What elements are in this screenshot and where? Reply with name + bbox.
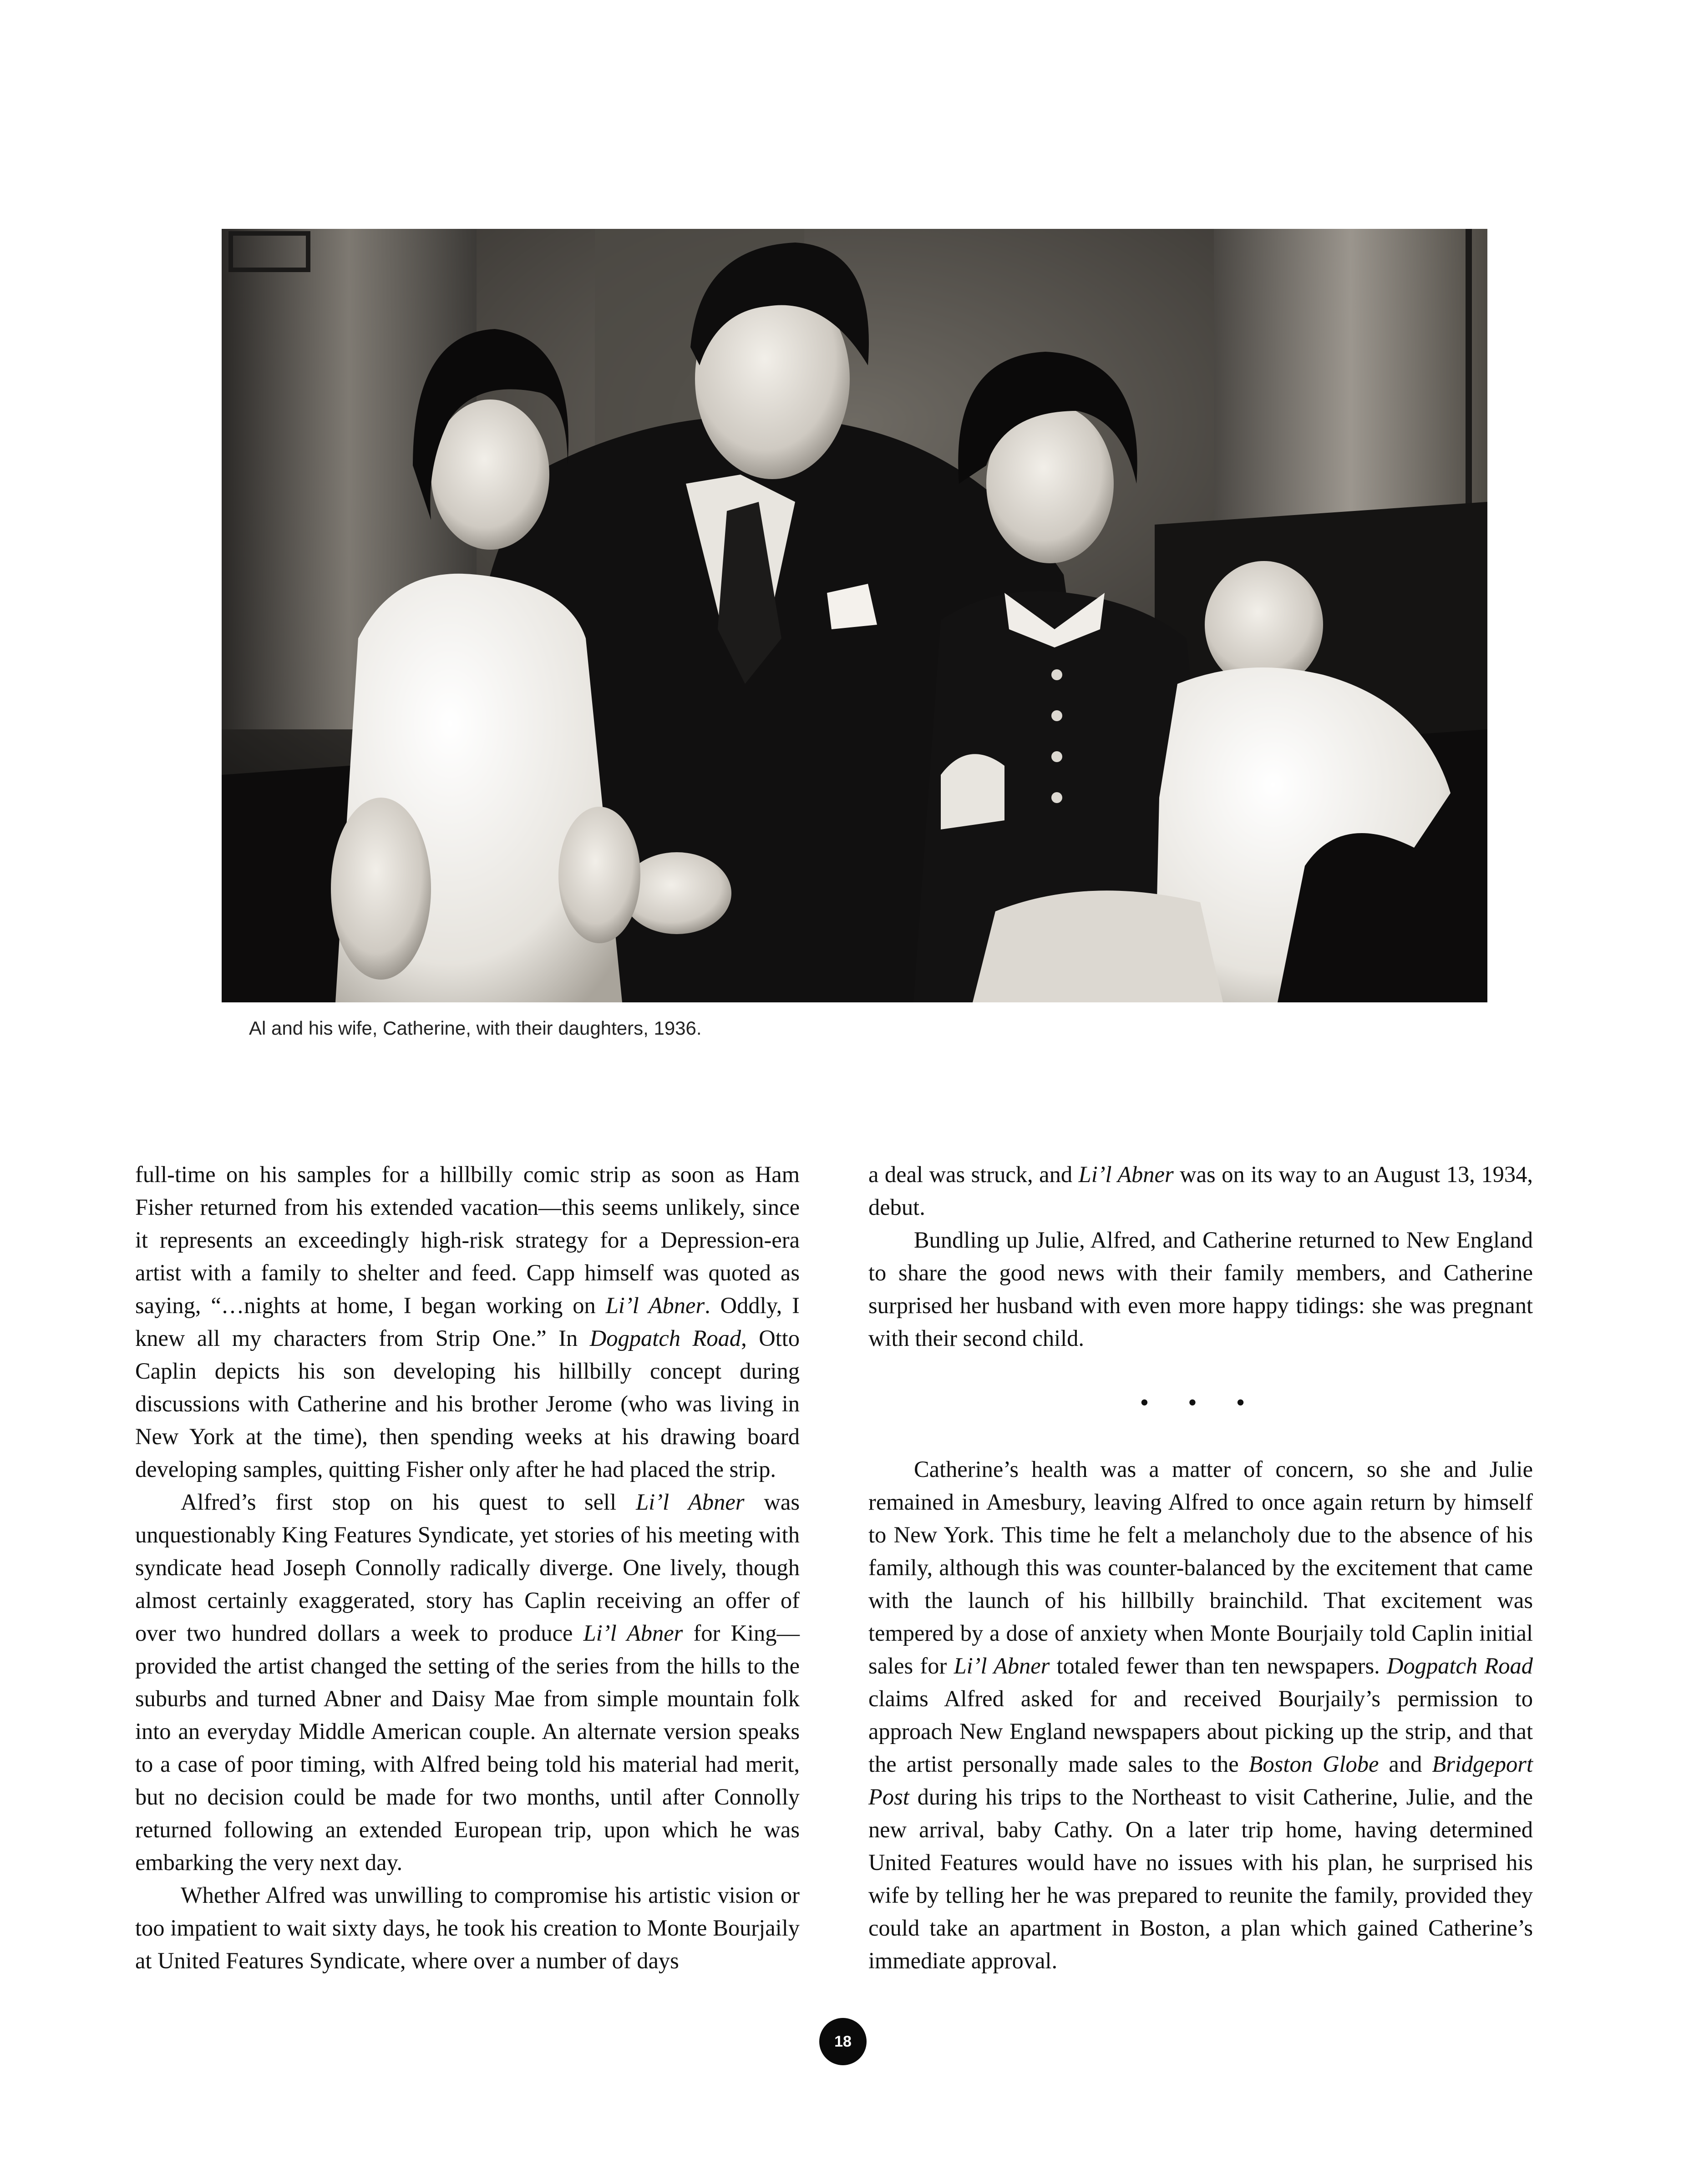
photo-caption: Al and his wife, Catherine, with their daughters, 1936. <box>249 1017 702 1039</box>
italic-title-run: Li’l Abner <box>583 1620 683 1646</box>
italic-title-run: Dogpatch Road <box>1386 1653 1533 1678</box>
text-run: . Oddly, I knew all my characters from Strip One.” In <box>135 1293 800 1351</box>
section-break-ornament: • • • <box>1140 1389 1262 1417</box>
page-number-badge: 18 <box>819 2018 867 2065</box>
text-run: was on its way to an August 13, 1934, debut. <box>868 1162 1533 1220</box>
paragraph <box>135 1486 800 1879</box>
paragraph <box>868 1453 1533 1977</box>
text-run: full-time on his samples for a hillbilly comic strip as soon as Ham Fisher returned from his extended vacation—this seems unlikely, since it represents an exceedingly high-risk strategy for a Depression-era artist with a family to shelter and feed. Capp himself was quoted as saying, “…nights at home, I began working on <box>135 1162 800 1318</box>
text-run: for King—provided the artist changed the setting of the series from the hills to the suburbs and turned Abner and Daisy Mae from simple mountain folk into an everyday Middle American couple. An alternate version speaks to a case of poor timing, with Alfred being told his material had merit, but no decision could be made for two months, until after Connolly returned following an extended European trip, upon which he was embarking the very next day. <box>135 1620 800 1875</box>
text-run: a deal was struck, and <box>868 1162 1079 1187</box>
italic-title-run: Li’l Abner <box>954 1653 1050 1678</box>
text-run: Whether Alfred was unwilling to compromise his artistic vision or too impatient to wait sixty days, he took his creation to Monte Bourjaily at United Features Syndicate, where over a number of days <box>135 1882 800 1973</box>
text-run: , Otto Caplin depicts his son developing his hillbilly concept during discussions with Catherine and his brother Jerome (who was living in New York at the time), then spending weeks at his drawing board developing samples, quitting Fisher only after he had placed the strip. <box>135 1325 800 1482</box>
paragraph <box>135 1158 800 1486</box>
italic-title-run: Boston Globe <box>1248 1751 1379 1777</box>
text-run: Alfred’s first stop on his quest to sell <box>181 1489 636 1515</box>
paragraph <box>868 1158 1533 1223</box>
text-run: was unquestionably King Features Syndicate, yet stories of his meeting with syndicate head Joseph Connolly radically diverge. One lively, though almost certainly exaggerated, story has Caplin receiving an offer of over two hundred dollars a week to produce <box>135 1489 800 1646</box>
family-photo-illustration <box>222 229 1487 1002</box>
italic-title-run: Li’l Abner <box>636 1489 745 1515</box>
text-run: totaled fewer than ten newspapers. <box>1050 1653 1387 1678</box>
paragraph <box>868 1223 1533 1355</box>
text-run: Bundling up Julie, Alfred, and Catherine returned to New England to share the good news with their family members, and Catherine surprised her husband with even more happy tidings: she was pregnant with their second child. <box>868 1227 1533 1351</box>
left-text-column <box>135 1158 800 1977</box>
italic-title-run: Dogpatch Road <box>589 1325 741 1351</box>
text-run: during his trips to the Northeast to visit Catherine, Julie, and the new arrival, baby Cathy. On a later trip home, having determined United Features would have no issues with his plan, he surprised his wife by telling her he was prepared to reunite the family, provided they could take an apartment in Boston, a plan which gained Catherine’s immediate approval. <box>868 1784 1533 1973</box>
text-run: and <box>1379 1751 1432 1777</box>
text-run: claims Alfred asked for and received Bourjaily’s permission to approach New England newspapers about picking up the strip, and that the artist personally made sales to the <box>868 1686 1533 1777</box>
text-run: Catherine’s health was a matter of concern, so she and Julie remained in Amesbury, leaving Alfred to once again return by himself to New York. This time he felt a melancholy due to the absence of his family, although this was counter-balanced by the excitement that came with the launch of his hillbilly brainchild. That excitement was tempered by a dose of anxiety when Monte Bourjaily told Caplin initial sales for <box>868 1456 1533 1678</box>
italic-title-run: Li’l Abner <box>605 1293 705 1318</box>
paragraph <box>135 1879 800 1977</box>
italic-title-run: Bridgeport Post <box>868 1751 1533 1810</box>
right-text-column <box>868 1158 1533 1977</box>
family-photograph <box>222 229 1487 1002</box>
italic-title-run: Li’l Abner <box>1078 1162 1174 1187</box>
